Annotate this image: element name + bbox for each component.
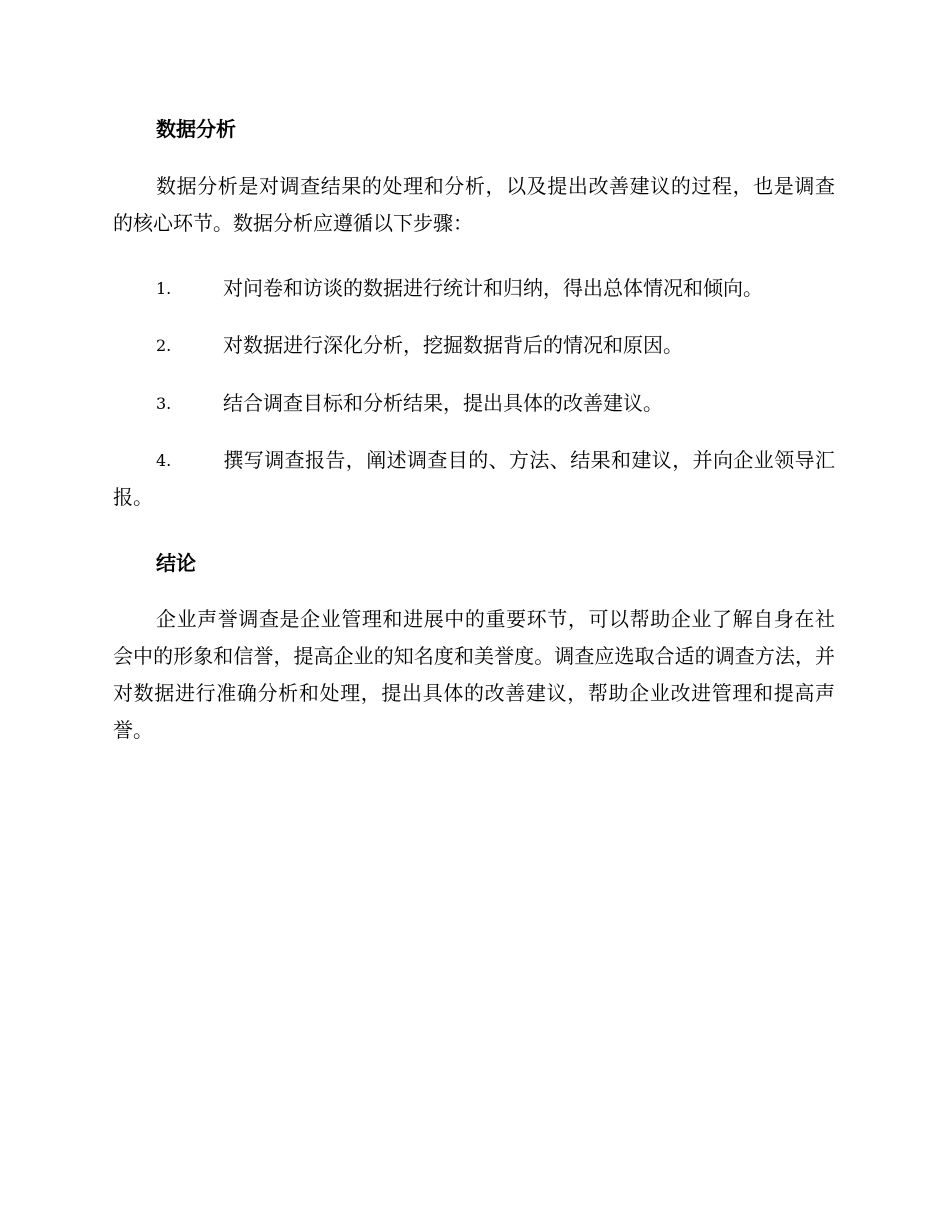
list-item: [113, 385, 835, 422]
list-item-text: 撰写调查报告，阐述调查目的、方法、结果和建议，并向企业领导汇报。: [113, 448, 835, 509]
section-heading-conclusion: 结论: [156, 551, 196, 575]
list-item-number: 1.: [156, 279, 172, 298]
list-item-number: 4.: [156, 451, 172, 470]
conclusion-paragraph: 企业声誉调查是企业管理和进展中的重要环节，可以帮助企业了解自身在社会中的形象和信誉，提高企业的知名度和美誉度。调查应选取合适的调查方法，并对数据进行准确分析和处理，提出具体的改善建议，帮助企业改进管理和提高声誉。: [113, 607, 835, 742]
list-item-text: 对问卷和访谈的数据进行统计和归纳，得出总体情况和倾向。: [223, 276, 763, 300]
list-item: [113, 442, 835, 516]
section-heading-data-analysis: 数据分析: [156, 117, 236, 141]
list-item-number: 3.: [156, 394, 172, 413]
section-intro-paragraph: 数据分析是对调查结果的处理和分析，以及提出改善建议的过程，也是调查的核心环节。数据分析应遵循以下步骤：: [113, 174, 835, 235]
list-item-text: 结合调查目标和分析结果，提出具体的改善建议。: [223, 391, 663, 415]
list-item-text: 对数据进行深化分析，挖掘数据背后的情况和原因。: [223, 333, 683, 357]
list-item-number: 2.: [156, 336, 172, 355]
list-item: [113, 270, 835, 307]
list-item: [113, 327, 835, 364]
